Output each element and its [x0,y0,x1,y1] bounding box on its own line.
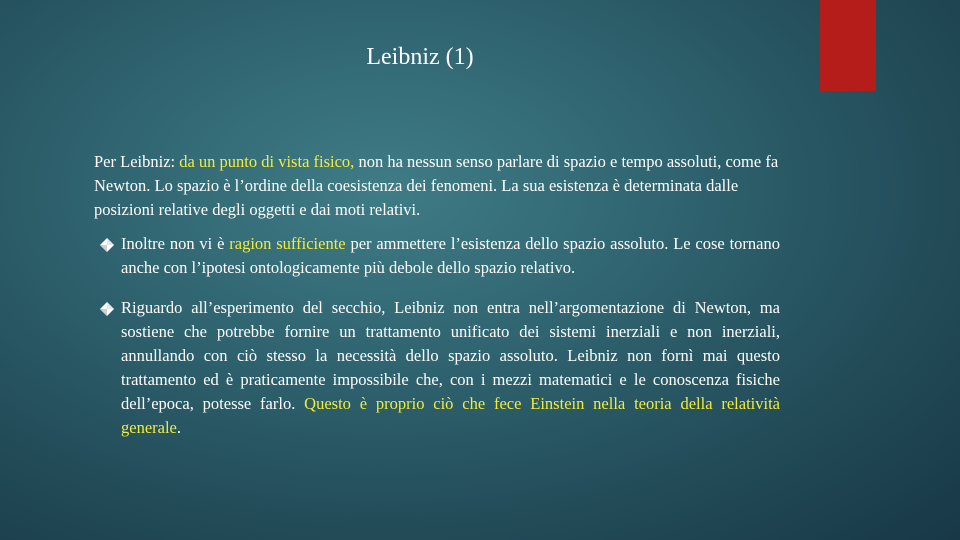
intro-paragraph [94,150,780,222]
bullet-item-1 [100,232,780,280]
bullet-2-text: Riguardo all’esperimento del secchio, Leibniz non entra nell’argomentazione di Newton, ma sostiene che potrebbe fornire un trattamento unificato dei sistemi inerziali e non inerziali, annullando con ciò stesso la necessità dello spazio assoluto. Leibniz non fornì mai questo trattamento ed è praticamente impossibile che, con i mezzi matematici e le conoscenza fisiche dell’epoca, potesse farlo. [121,298,780,413]
slide-title: Leibniz (1) [366,44,474,70]
accent-bar [820,0,876,91]
bullet-1-text-after: per ammettere l’esistenza dello spazio assoluto. Le cose tornano anche con l’ipotesi ontologicamente più debole dello spazio relativo. [121,234,780,277]
bullet-1-text: Inoltre non vi è [121,234,230,253]
intro-prefix: Per Leibniz: [94,152,180,171]
diamond-bullet-icon [100,302,114,316]
bullet-2-highlight: Questo è proprio ciò che fece Einstein nella teoria della relatività generale [121,394,780,437]
bullet-list [100,232,780,456]
intro-text: non ha nessun senso parlare di spazio e tempo assoluti, come fa Newton. Lo spazio è l’ordine della coesistenza dei fenomeni. La sua esistenza è determinata dalle posizioni relative degli oggetti e dai moti relativi. [94,152,779,219]
bullet-item-2 [100,296,780,440]
bullet-2-text-after: . [176,418,181,437]
bullet-1-highlight: ragion sufficiente [229,234,346,253]
intro-highlight: da un punto di vista fisico, [179,152,359,171]
diamond-bullet-icon [100,238,114,252]
